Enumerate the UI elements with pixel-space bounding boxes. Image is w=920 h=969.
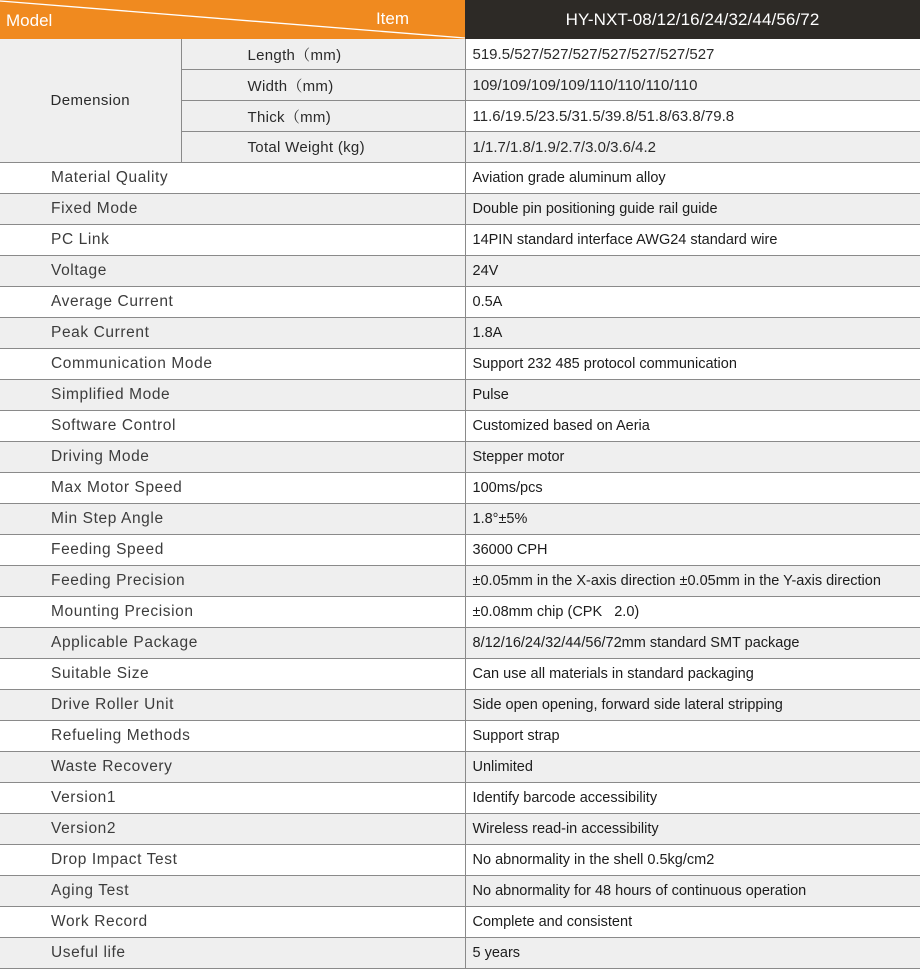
table-header-row bbox=[0, 0, 920, 39]
spec-label: Peak Current bbox=[0, 318, 465, 349]
product-title: HY-NXT-08/12/16/24/32/44/56/72 bbox=[565, 9, 820, 29]
dimension-sub-label: Total Weight (kg) bbox=[181, 132, 465, 163]
spec-row bbox=[0, 628, 920, 659]
spec-row bbox=[0, 349, 920, 380]
dimension-value: 109/109/109/109/110/110/110/110 bbox=[465, 70, 920, 101]
spec-row bbox=[0, 411, 920, 442]
spec-label: Drop Impact Test bbox=[0, 845, 465, 876]
spec-value: No abnormality for 48 hours of continuous operation bbox=[465, 876, 920, 907]
spec-row bbox=[0, 814, 920, 845]
spec-label: Refueling Methods bbox=[0, 721, 465, 752]
dimension-value: 519.5/527/527/527/527/527/527/527 bbox=[465, 39, 920, 70]
dimension-row bbox=[0, 39, 920, 70]
dimension-group-label bbox=[0, 39, 181, 163]
header-item-label: Item bbox=[375, 9, 409, 28]
spec-value: Pulse bbox=[465, 380, 920, 411]
spec-row bbox=[0, 473, 920, 504]
spec-row bbox=[0, 194, 920, 225]
dimension-sub-label: Thick（mm) bbox=[181, 101, 465, 132]
spec-label: Feeding Precision bbox=[0, 566, 465, 597]
spec-value: Stepper motor bbox=[465, 442, 920, 473]
spec-value: Customized based on Aeria bbox=[465, 411, 920, 442]
spec-row bbox=[0, 535, 920, 566]
spec-value: 14PIN standard interface AWG24 standard wire bbox=[465, 225, 920, 256]
spec-value: 8/12/16/24/32/44/56/72mm standard SMT package bbox=[465, 628, 920, 659]
product-title-cell bbox=[465, 0, 920, 39]
spec-label: Useful life bbox=[0, 938, 465, 969]
spec-value: ±0.05mm in the X-axis direction ±0.05mm in the Y-axis direction bbox=[465, 566, 920, 597]
header-model-label: Model bbox=[6, 11, 53, 30]
spec-label: Mounting Precision bbox=[0, 597, 465, 628]
spec-label: Fixed Mode bbox=[0, 194, 465, 225]
spec-label: PC Link bbox=[0, 225, 465, 256]
spec-row bbox=[0, 442, 920, 473]
spec-row bbox=[0, 721, 920, 752]
spec-value: 24V bbox=[465, 256, 920, 287]
header-model-item-cell bbox=[0, 0, 465, 39]
spec-row bbox=[0, 225, 920, 256]
spec-row bbox=[0, 287, 920, 318]
spec-value: 5 years bbox=[465, 938, 920, 969]
spec-row bbox=[0, 845, 920, 876]
spec-value: Identify barcode accessibility bbox=[465, 783, 920, 814]
spec-label: Feeding Speed bbox=[0, 535, 465, 566]
spec-label: Simplified Mode bbox=[0, 380, 465, 411]
spec-label: Aging Test bbox=[0, 876, 465, 907]
dimension-sub-label: Length（mm) bbox=[181, 39, 465, 70]
spec-label: Material Quality bbox=[0, 163, 465, 194]
spec-row bbox=[0, 256, 920, 287]
spec-row bbox=[0, 380, 920, 411]
spec-row bbox=[0, 752, 920, 783]
spec-label: Average Current bbox=[0, 287, 465, 318]
spec-value: Unlimited bbox=[465, 752, 920, 783]
spec-label: Min Step Angle bbox=[0, 504, 465, 535]
spec-row bbox=[0, 876, 920, 907]
spec-row bbox=[0, 318, 920, 349]
dimension-value: 11.6/19.5/23.5/31.5/39.8/51.8/63.8/79.8 bbox=[465, 101, 920, 132]
spec-value: Side open opening, forward side lateral stripping bbox=[465, 690, 920, 721]
spec-label: Drive Roller Unit bbox=[0, 690, 465, 721]
spec-label: Work Record bbox=[0, 907, 465, 938]
spec-value: Support 232 485 protocol communication bbox=[465, 349, 920, 380]
spec-row bbox=[0, 938, 920, 969]
spec-label: Voltage bbox=[0, 256, 465, 287]
spec-label: Version2 bbox=[0, 814, 465, 845]
spec-label: Waste Recovery bbox=[0, 752, 465, 783]
spec-value: Double pin positioning guide rail guide bbox=[465, 194, 920, 225]
spec-label: Software Control bbox=[0, 411, 465, 442]
spec-label: Applicable Package bbox=[0, 628, 465, 659]
spec-row bbox=[0, 504, 920, 535]
spec-label: Driving Mode bbox=[0, 442, 465, 473]
spec-row bbox=[0, 783, 920, 814]
spec-label: Version1 bbox=[0, 783, 465, 814]
spec-value: 0.5A bbox=[465, 287, 920, 318]
spec-label: Suitable Size bbox=[0, 659, 465, 690]
spec-row bbox=[0, 690, 920, 721]
spec-row bbox=[0, 566, 920, 597]
spec-value: Wireless read-in accessibility bbox=[465, 814, 920, 845]
spec-row bbox=[0, 659, 920, 690]
spec-value: 1.8°±5% bbox=[465, 504, 920, 535]
dimension-sub-label: Width（mm) bbox=[181, 70, 465, 101]
spec-value: 100ms/pcs bbox=[465, 473, 920, 504]
dimension-label: Demension bbox=[50, 92, 130, 109]
dimension-value: 1/1.7/1.8/1.9/2.7/3.0/3.6/4.2 bbox=[465, 132, 920, 163]
spec-value: Aviation grade aluminum alloy bbox=[465, 163, 920, 194]
spec-value: Support strap bbox=[465, 721, 920, 752]
spec-value: 36000 CPH bbox=[465, 535, 920, 566]
spec-value: No abnormality in the shell 0.5kg/cm2 bbox=[465, 845, 920, 876]
spec-row bbox=[0, 597, 920, 628]
spec-row bbox=[0, 907, 920, 938]
spec-value: Complete and consistent bbox=[465, 907, 920, 938]
spec-label: Max Motor Speed bbox=[0, 473, 465, 504]
spec-value: 1.8A bbox=[465, 318, 920, 349]
spec-label: Communication Mode bbox=[0, 349, 465, 380]
spec-row bbox=[0, 163, 920, 194]
spec-value: ±0.08mm chip (CPK 2.0) bbox=[465, 597, 920, 628]
spec-value: Can use all materials in standard packaging bbox=[465, 659, 920, 690]
